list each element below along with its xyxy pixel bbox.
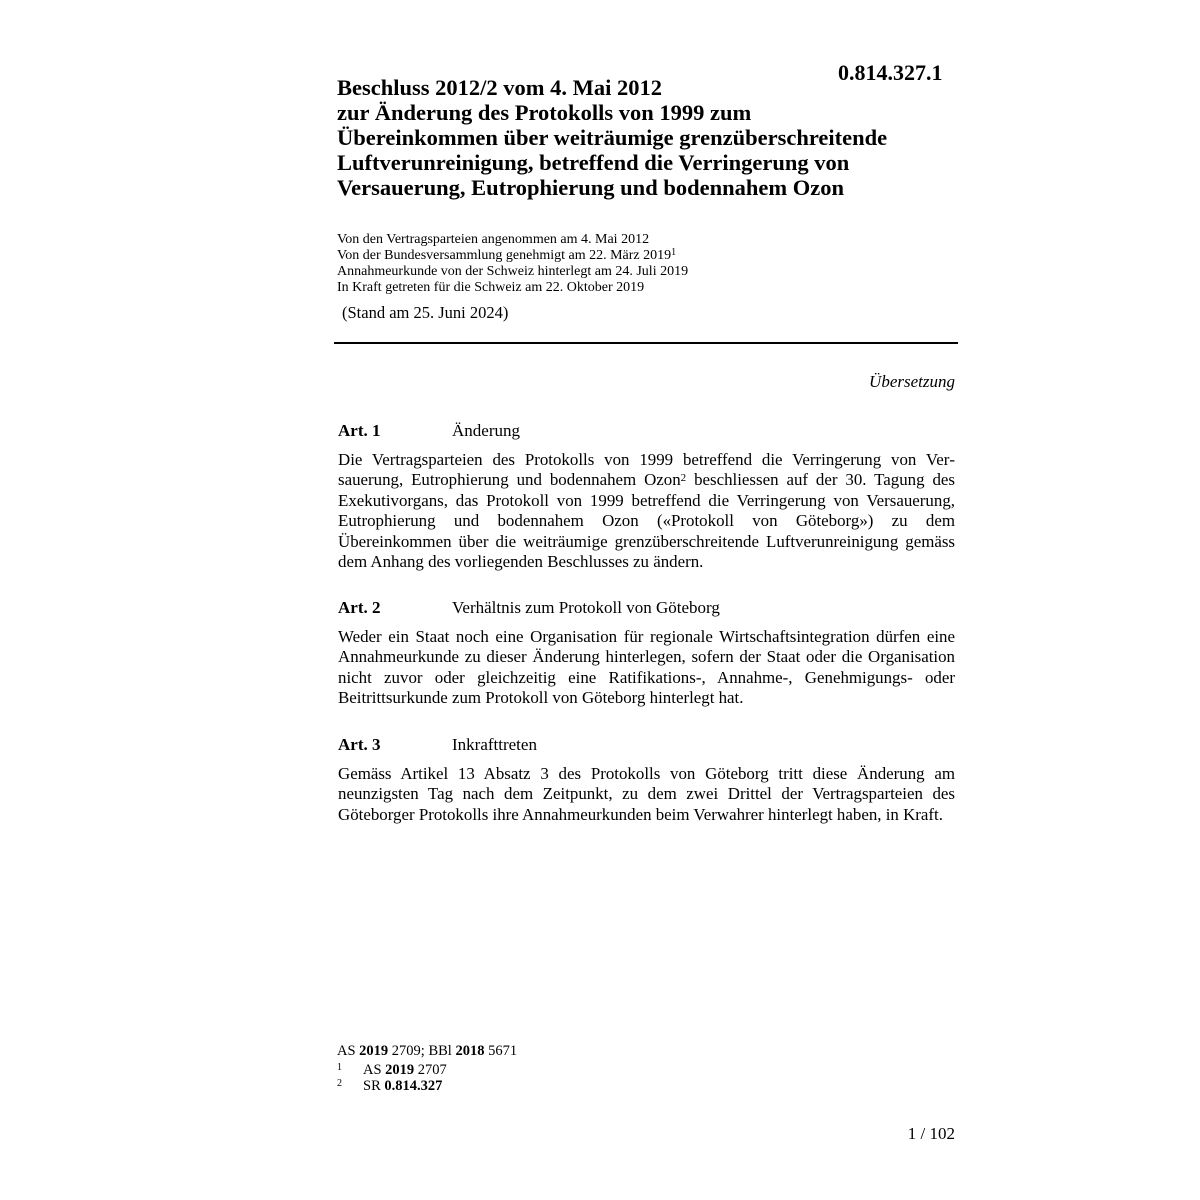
article-1 [338, 421, 955, 572]
footnote-ref-2[interactable]: 2 [680, 472, 687, 485]
document-metadata [337, 232, 688, 296]
footnote-suffix: 2707 [414, 1062, 447, 1078]
header-divider [334, 342, 958, 344]
title-line: Versauerung, Eutrophierung und bodennahem Ozon [337, 175, 844, 200]
approved-date: Von der Bundesversammlung genehmigt am 22. März 2019 [337, 248, 672, 263]
article-number: Art. 1 [338, 421, 381, 440]
document-title [337, 75, 977, 200]
translation-label: Übersetzung [869, 372, 955, 391]
in-force-date: In Kraft getreten für die Schweiz am 22. Oktober 2019 [337, 280, 645, 295]
title-line: Übereinkommen über weiträumige grenzüberschreitende [337, 125, 888, 150]
article-heading [338, 421, 955, 443]
title-line: zur Änderung des Protokolls von 1999 zum [337, 100, 752, 125]
footnote-prefix: SR [363, 1078, 385, 1094]
as-prefix: AS [337, 1043, 360, 1059]
article-text-part: Die Vertragsparteien des Protokolls von 1999 betreffend die Verringerung von Versauerung, Eutrophierung und bodennahem Ozon [338, 450, 955, 490]
article-title: Änderung [452, 421, 520, 440]
approved-date-line [337, 248, 688, 264]
article-text: Gemäss Artikel 13 Absatz 3 des Protokolls von Göteborg tritt diese Änderung am neunzigsten Tag nach dem Zeitpunkt, zu dem zwei Drittel der Vertragsparteien des Göteborger Protokolls ihre Annahmeurkunden beim Verwahrer hinterlegt haben, in Kraft. [338, 764, 955, 824]
title-line: Luftverunreinigung, betreffend die Verringerung von [337, 150, 850, 175]
article-title: Verhältnis zum Protokoll von Göteborg [452, 598, 720, 617]
article-3 [338, 735, 955, 825]
footnotes [337, 1043, 517, 1094]
article-number: Art. 3 [338, 735, 381, 754]
deposited-date: Annahmeurkunde von der Schweiz hinterlegt am 24. Juli 2019 [337, 264, 689, 279]
article-heading [338, 598, 955, 620]
article-2 [338, 598, 955, 709]
footnote-2: 2 SR 0.814.327 [337, 1078, 443, 1094]
as-year: 2019 [359, 1043, 389, 1059]
title-line: Beschluss 2012/2 vom 4. Mai 2012 [337, 75, 663, 100]
article-text-part: beschliessen auf der 30. Tagung des Exekutivorgans, das Protokoll von 1999 betreffend die Verringerung von Versauerung, Eutrophierung und bodennahem Ozon («Protokoll von Göteborg») zu dem Übereinkommen über die weiträumige grenzüberschreitende Luftverunreinigung gemäss dem Anhang des vorliegenden Beschlusses zu ändern. [338, 470, 955, 572]
footnote-bold: 0.814.327 [384, 1078, 443, 1094]
bbl-year: 2018 [455, 1043, 485, 1059]
page-number: 1 / 102 [907, 1124, 955, 1143]
article-heading [338, 735, 955, 757]
adopted-date: Von den Vertragsparteien angenommen am 4. Mai 2012 [337, 232, 650, 247]
sr-number: 0.814.327.1 [838, 60, 943, 85]
footnote-bold: 2019 [385, 1062, 415, 1078]
official-reference [337, 1043, 517, 1059]
article-text: Weder ein Staat noch eine Organisation für regionale Wirtschaftsintegration dürfen eine Annahmeurkunde zu dieser Änderung hinterlegen, sofern der Staat oder die Organisation nicht zuvor oder gleichzeitig eine Ratifikations-, Annahme-, Genehmigungs- oder Beitrittsurkunde zum Protokoll von Göteborg hinterlegt hat. [338, 627, 955, 708]
article-text [338, 450, 955, 572]
footnote-1: 1 AS 2019 2707 [337, 1062, 447, 1078]
stand-date: (Stand am 25. Juni 2024) [342, 303, 509, 322]
as-page: 2709; BBl [388, 1043, 456, 1059]
article-number: Art. 2 [338, 598, 381, 617]
bbl-page: 5671 [484, 1043, 518, 1059]
footnote-prefix: AS [363, 1062, 386, 1078]
article-title: Inkrafttreten [452, 735, 537, 754]
footnote-ref-1[interactable]: 1 [671, 247, 677, 258]
